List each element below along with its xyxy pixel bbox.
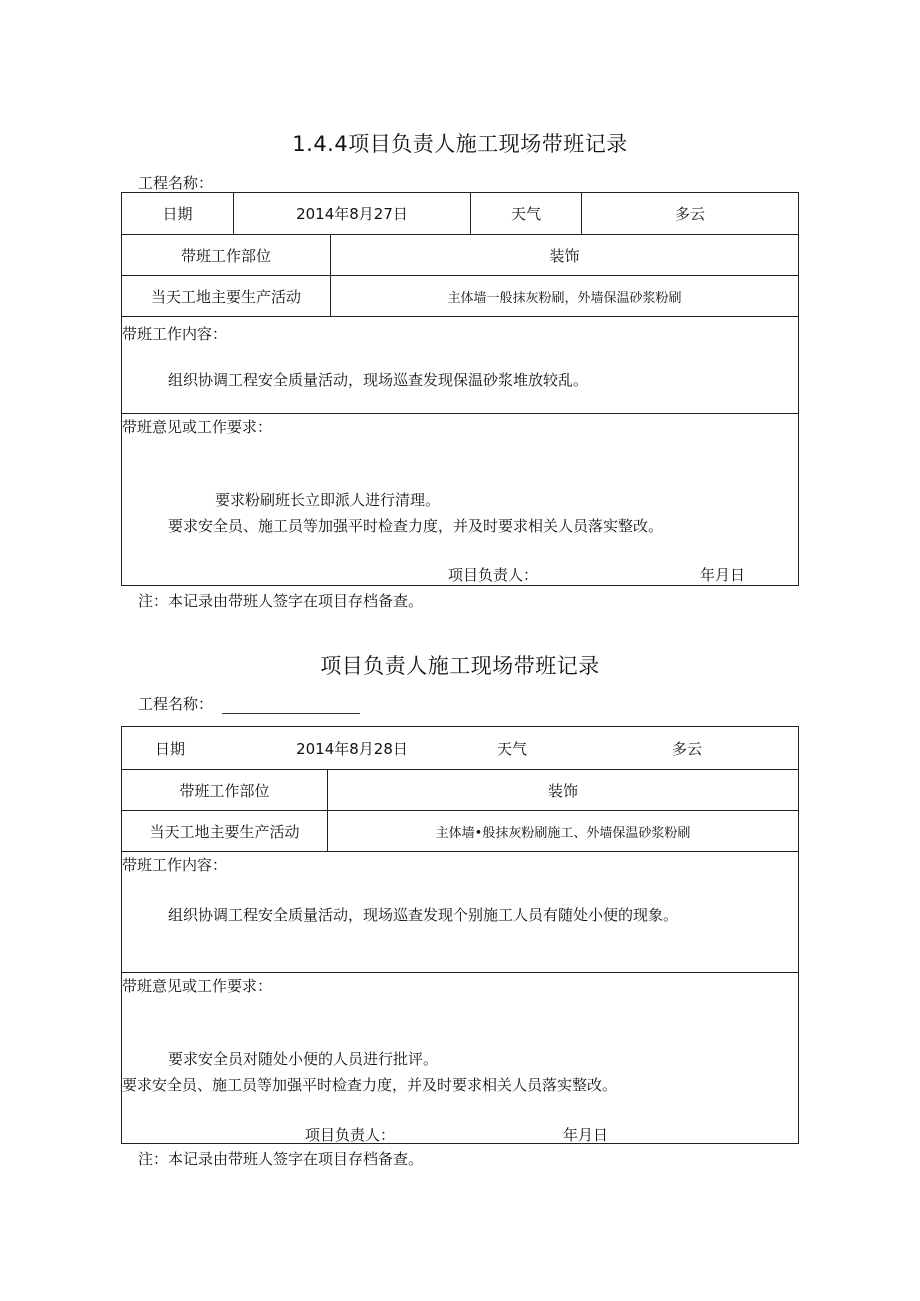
- record1-sign-label: 项目负责人：: [448, 566, 539, 584]
- record1-activity-label: 当天工地主要生产活动: [150, 287, 301, 306]
- record2-dept-row: [122, 770, 798, 811]
- record2-opinion-line1: 要求安全员对随处小便的人员进行批评。: [168, 1050, 439, 1068]
- record1-title: 1.4.4项目负责人施工现场带班记录: [292, 132, 628, 156]
- record1-project-name-line: [138, 172, 346, 193]
- record1-date-value: 2014年8月27日: [233, 193, 470, 234]
- record1-activity-value: 主体墙一般抹灰粉刷，外墙保温砂浆粉刷: [330, 276, 798, 316]
- record2-sign-label: 项目负责人：: [305, 1126, 396, 1144]
- record2-date-row: [122, 727, 798, 770]
- record1-project-label: 工程名称：: [138, 174, 214, 192]
- record1-content-text: 组织协调工程安全质量活动，现场巡查发现保温砂浆堆放较乱。: [168, 371, 589, 389]
- record1-opinion-line1: 要求粉刷班长立即派人进行清理。: [215, 491, 441, 509]
- record2-activity-value: 主体墙•般抹灰粉刷施工、外墙保温砂浆粉刷: [327, 811, 798, 851]
- record1-weather-label: 天气: [470, 193, 581, 234]
- record1-date-row: [122, 193, 798, 235]
- record1-dept-row: [122, 235, 798, 276]
- record1-weather-value: 多云: [581, 193, 798, 234]
- record2-title: 项目负责人施工现场带班记录: [320, 654, 600, 678]
- record2-content-label: 带班工作内容：: [122, 856, 228, 874]
- record2-content-text: 组织协调工程安全质量活动，现场巡查发现个别施工人员有随处小便的现象。: [168, 906, 679, 924]
- record2-date-sign: 年月日: [563, 1126, 609, 1144]
- record1-project-name-field[interactable]: [228, 178, 346, 193]
- record1-date-label: 日期: [162, 205, 193, 223]
- record2-table: [121, 726, 799, 1144]
- record1-opinion-line2: 要求安全员、施工员等加强平时检查力度，并及时要求相关人员落实整改。: [168, 517, 664, 535]
- record1-table: [121, 192, 799, 586]
- record1-opinion-label: 带班意见或工作要求：: [122, 418, 273, 436]
- record2-opinion-label: 带班意见或工作要求：: [122, 977, 273, 995]
- record1-dept-label: 带班工作部位: [180, 246, 271, 265]
- record2-content-row: [122, 852, 798, 973]
- record2-opinion-line2: 要求安全员、施工员等加强平时检查力度，并及时要求相关人员落实整改。: [122, 1076, 618, 1094]
- record2-dept-value: 装饰: [327, 770, 798, 810]
- record1-note: 注：本记录由带班人签字在项目存档备查。: [138, 592, 424, 610]
- record2-project-name-line: [138, 693, 360, 714]
- record2-project-label: 工程名称：: [138, 695, 214, 713]
- record2-date-label: 日期: [154, 739, 185, 758]
- record2-dept-label: 带班工作部位: [179, 781, 270, 800]
- record1-content-label: 带班工作内容：: [122, 325, 228, 343]
- record2-note: 注：本记录由带班人签字在项目存档备查。: [138, 1150, 424, 1168]
- record2-project-name-field[interactable]: [222, 699, 360, 714]
- record2-activity-label: 当天工地主要生产活动: [149, 822, 300, 841]
- record2-date-value: 2014年8月28日: [296, 739, 408, 758]
- record2-weather-value: 多云: [671, 739, 702, 758]
- record1-dept-value: 装饰: [330, 235, 798, 275]
- record1-activity-row: [122, 276, 798, 317]
- record2-activity-row: [122, 811, 798, 852]
- record2-weather-label: 天气: [496, 739, 527, 758]
- record1-content-row: [122, 317, 798, 414]
- record1-opinion-row: [122, 414, 798, 585]
- record2-opinion-row: [122, 973, 798, 1143]
- record1-date-sign: 年月日: [700, 566, 746, 584]
